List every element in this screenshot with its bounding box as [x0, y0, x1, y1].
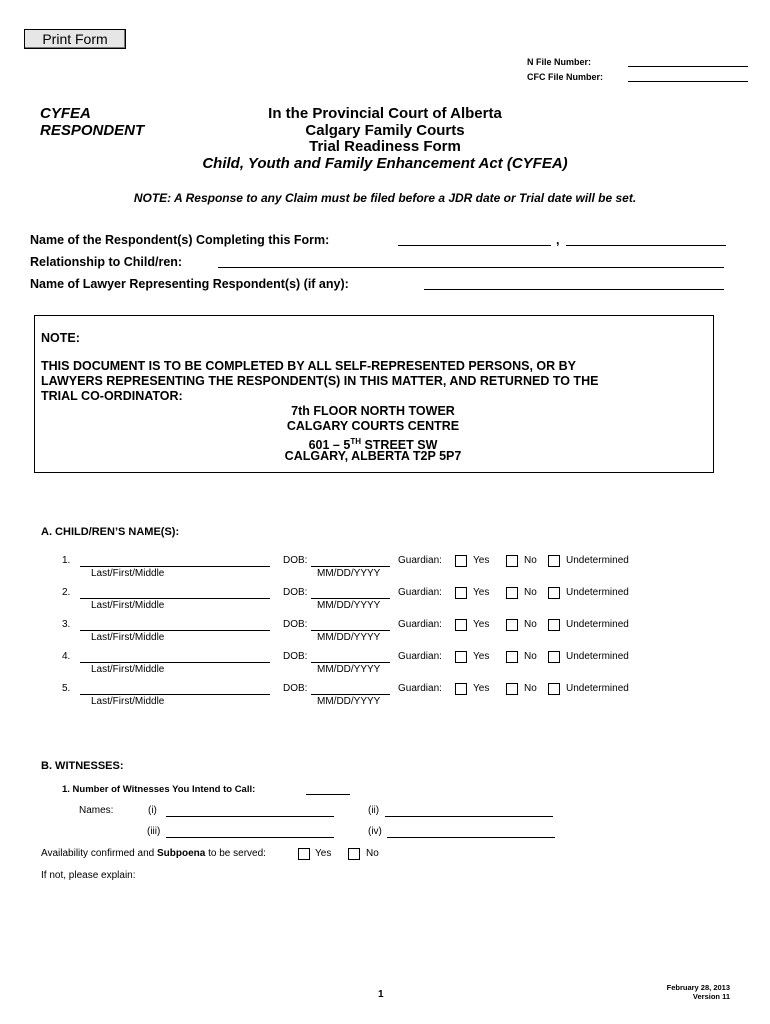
child-name-format: Last/First/Middle: [91, 696, 165, 707]
child-row-number: 2.: [62, 587, 71, 598]
n-file-number-field[interactable]: [628, 66, 748, 67]
respondent-name-field-2[interactable]: [566, 245, 726, 246]
dob-label: DOB:: [283, 619, 308, 630]
child-row-number: 1.: [62, 555, 71, 566]
dob-format: MM/DD/YYYY: [317, 568, 381, 579]
comma: ,: [556, 233, 560, 247]
availability-label: Availability confirmed and Subpoena to be served:: [41, 848, 266, 859]
dob-format: MM/DD/YYYY: [317, 632, 381, 643]
child-name-format: Last/First/Middle: [91, 664, 165, 675]
guardian-label: Guardian:: [398, 651, 442, 662]
num-witnesses-field[interactable]: [306, 794, 350, 795]
dob-format: MM/DD/YYYY: [317, 664, 381, 675]
cfc-file-number-field[interactable]: [628, 81, 748, 82]
guardian-yes-checkbox-1[interactable]: [455, 555, 467, 567]
section-a-title: A. CHILD/REN’S NAME(S):: [41, 526, 180, 538]
guardian-no-label: No: [524, 683, 537, 694]
guardian-undetermined-label: Undetermined: [566, 587, 629, 598]
note-heading: NOTE:: [41, 331, 80, 345]
note-body-line-1: THIS DOCUMENT IS TO BE COMPLETED BY ALL SELF-REPRESENTED PERSONS, OR BY: [41, 359, 577, 373]
dob-field-3[interactable]: [311, 630, 390, 631]
filing-note: NOTE: A Response to any Claim must be filed before a JDR date or Trial date will be set.: [133, 191, 637, 205]
child-name-field-4[interactable]: [80, 662, 270, 663]
lawyer-label: Name of Lawyer Representing Respondent(s) (if any):: [30, 277, 349, 291]
guardian-no-checkbox-1[interactable]: [506, 555, 518, 567]
address-line-4: CALGARY, ALBERTA T2P 5P7: [284, 449, 462, 463]
dob-label: DOB:: [283, 587, 308, 598]
dob-label: DOB:: [283, 555, 308, 566]
guardian-yes-checkbox-3[interactable]: [455, 619, 467, 631]
relationship-field[interactable]: [218, 267, 724, 268]
guardian-undetermined-label: Undetermined: [566, 683, 629, 694]
guardian-undetermined-checkbox-2[interactable]: [548, 587, 560, 599]
witness-ii-field[interactable]: [385, 816, 553, 817]
child-name-field-5[interactable]: [80, 694, 270, 695]
guardian-undetermined-checkbox-3[interactable]: [548, 619, 560, 631]
court-location: Calgary Family Courts: [305, 122, 465, 139]
witness-iv-field[interactable]: [387, 837, 555, 838]
guardian-yes-label: Yes: [473, 587, 490, 598]
guardian-undetermined-label: Undetermined: [566, 555, 629, 566]
section-b-title: B. WITNESSES:: [41, 760, 124, 772]
relationship-label: Relationship to Child/ren:: [30, 255, 183, 269]
footer-version: Version 11: [692, 992, 730, 1001]
respondent-name-field-1[interactable]: [398, 245, 551, 246]
guardian-no-checkbox-2[interactable]: [506, 587, 518, 599]
footer-date: February 28, 2013: [666, 983, 730, 992]
child-name-format: Last/First/Middle: [91, 600, 165, 611]
guardian-yes-label: Yes: [473, 619, 490, 630]
page-number: 1: [378, 989, 384, 1000]
witness-i-label: (i): [148, 805, 157, 816]
guardian-label: Guardian:: [398, 555, 442, 566]
child-row-number: 3.: [62, 619, 71, 630]
child-name-format: Last/First/Middle: [91, 568, 165, 579]
witness-iv-label: (iv): [368, 826, 382, 837]
num-witnesses-label: 1. Number of Witnesses You Intend to Call:: [62, 784, 256, 795]
guardian-label: Guardian:: [398, 619, 442, 630]
guardian-yes-label: Yes: [473, 555, 490, 566]
explain-label: If not, please explain:: [41, 870, 136, 881]
child-name-field-3[interactable]: [80, 630, 270, 631]
dob-field-4[interactable]: [311, 662, 390, 663]
subpoena-no-checkbox[interactable]: [348, 848, 360, 860]
address-line-2: CALGARY COURTS CENTRE: [286, 419, 460, 433]
dob-field-2[interactable]: [311, 598, 390, 599]
child-name-format: Last/First/Middle: [91, 632, 165, 643]
witness-iii-field[interactable]: [166, 837, 334, 838]
note-body-line-3: TRIAL CO-ORDINATOR:: [41, 389, 183, 403]
guardian-undetermined-checkbox-5[interactable]: [548, 683, 560, 695]
dob-label: DOB:: [283, 683, 308, 694]
guardian-yes-checkbox-4[interactable]: [455, 651, 467, 663]
address-line-1: 7th FLOOR NORTH TOWER: [291, 404, 455, 418]
dob-field-1[interactable]: [311, 566, 390, 567]
subpoena-no-label: No: [366, 848, 379, 859]
witness-ii-label: (ii): [368, 805, 380, 816]
print-form-button[interactable]: Print Form: [24, 29, 126, 49]
note-body-line-2: LAWYERS REPRESENTING THE RESPONDENT(S) IN THIS MATTER, AND RETURNED TO THE: [41, 374, 599, 388]
dob-label: DOB:: [283, 651, 308, 662]
child-name-field-2[interactable]: [80, 598, 270, 599]
guardian-undetermined-checkbox-1[interactable]: [548, 555, 560, 567]
guardian-yes-label: Yes: [473, 683, 490, 694]
dob-format: MM/DD/YYYY: [317, 696, 381, 707]
guardian-undetermined-label: Undetermined: [566, 651, 629, 662]
child-row-number: 4.: [62, 651, 71, 662]
guardian-yes-label: Yes: [473, 651, 490, 662]
form-name: Trial Readiness Form: [309, 138, 461, 155]
lawyer-field[interactable]: [424, 289, 724, 290]
guardian-no-label: No: [524, 651, 537, 662]
guardian-no-label: No: [524, 619, 537, 630]
respondent-name-label: Name of the Respondent(s) Completing this Form:: [30, 233, 330, 247]
dob-format: MM/DD/YYYY: [317, 600, 381, 611]
guardian-label: Guardian:: [398, 683, 442, 694]
names-label: Names:: [79, 805, 114, 816]
address-line-3: 601 – 5TH STREET SW: [308, 437, 438, 453]
header-respondent: RESPONDENT: [40, 122, 145, 139]
subpoena-yes-checkbox[interactable]: [298, 848, 310, 860]
child-name-field-1[interactable]: [80, 566, 270, 567]
child-row-number: 5.: [62, 683, 71, 694]
guardian-yes-checkbox-5[interactable]: [455, 683, 467, 695]
n-file-number-label: N File Number:: [527, 57, 592, 67]
header-cyfea: CYFEA: [40, 105, 91, 122]
guardian-no-checkbox-3[interactable]: [506, 619, 518, 631]
guardian-undetermined-label: Undetermined: [566, 619, 629, 630]
guardian-yes-checkbox-2[interactable]: [455, 587, 467, 599]
guardian-no-checkbox-5[interactable]: [506, 683, 518, 695]
explain-area[interactable]: [41, 884, 731, 964]
guardian-no-label: No: [524, 555, 537, 566]
subpoena-yes-label: Yes: [315, 848, 332, 859]
witness-i-field[interactable]: [166, 816, 334, 817]
guardian-undetermined-checkbox-4[interactable]: [548, 651, 560, 663]
guardian-no-label: No: [524, 587, 537, 598]
guardian-label: Guardian:: [398, 587, 442, 598]
guardian-no-checkbox-4[interactable]: [506, 651, 518, 663]
witness-iii-label: (iii): [147, 826, 161, 837]
court-title: In the Provincial Court of Alberta: [268, 105, 502, 122]
cfc-file-number-label: CFC File Number:: [527, 72, 604, 82]
dob-field-5[interactable]: [311, 694, 390, 695]
act-name: Child, Youth and Family Enhancement Act (CYFEA): [202, 155, 568, 172]
